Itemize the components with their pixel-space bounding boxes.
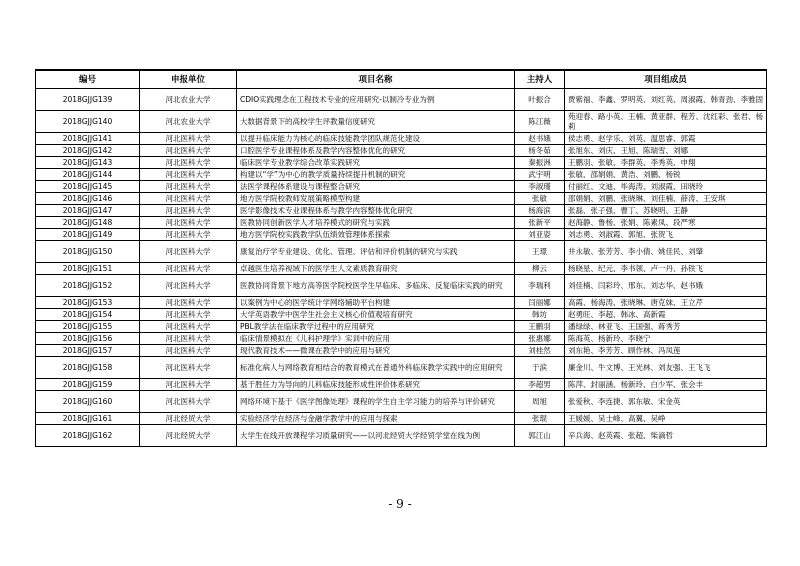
cell-project-name: 大学生在线开放课程学习质量研究——以河北经贸大学经贸学堂在线为例 — [237, 425, 515, 447]
cell-unit: 河北医科大学 — [140, 297, 237, 309]
cell-code: 2018GJJG145 — [36, 181, 140, 193]
cell-host: 秦振洲 — [515, 157, 565, 169]
page-number: - 9 - — [388, 497, 412, 511]
cell-members: 张爱秋、李连捷、郭东敏、宋金英 — [565, 391, 767, 413]
cell-unit: 河北医科大学 — [140, 205, 237, 217]
cell-unit: 河北医科大学 — [140, 345, 237, 357]
table-row — [36, 205, 767, 217]
cell-host: 王璟 — [515, 241, 565, 263]
cell-code: 2018GJJG144 — [36, 169, 140, 181]
cell-project-name: 构建以“学”为中心的教学质量持续提升机制的研究 — [237, 169, 515, 181]
cell-host: 柳云 — [515, 263, 565, 275]
cell-members: 刘佳楠、闫彩玲、邢东、刘志华、赵书娥 — [565, 275, 767, 297]
cell-code: 2018GJJG157 — [36, 345, 140, 357]
table-row — [36, 133, 767, 145]
cell-project-name: 临床医学专业教学综合改革实践研究 — [237, 157, 515, 169]
cell-code: 2018GJJG143 — [36, 157, 140, 169]
cell-code: 2018GJJG153 — [36, 297, 140, 309]
cell-code: 2018GJJG139 — [36, 89, 140, 111]
cell-unit: 河北农业大学 — [140, 111, 237, 133]
table-row — [36, 345, 767, 357]
cell-project-name: 以案例为中心的医学统计学网络辅助平台构建 — [237, 297, 515, 309]
header-unit: 申报单位 — [140, 70, 237, 89]
cell-code: 2018GJJG146 — [36, 193, 140, 205]
cell-members: 刘东艳、李芳芳、顾作林、冯凤莲 — [565, 345, 767, 357]
cell-host: 赵书娥 — [515, 133, 565, 145]
cell-code: 2018GJJG154 — [36, 309, 140, 321]
cell-host: 张敏 — [515, 193, 565, 205]
cell-code: 2018GJJG161 — [36, 413, 140, 425]
table-row — [36, 309, 767, 321]
cell-members: 辛兵海、赵英霞、张超、柴滴哲 — [565, 425, 767, 447]
header-code: 编号 — [36, 70, 140, 89]
table-row — [36, 275, 767, 297]
cell-project-name: 大学英语教学中医学生社会主义核心价值观培育研究 — [237, 309, 515, 321]
cell-host: 韩坊 — [515, 309, 565, 321]
table-row — [36, 181, 767, 193]
cell-members: 廉金川、牛文博、王光林、刘友强、王飞飞 — [565, 357, 767, 379]
cell-project-name: 大数据背景下的高校学生评教量信度研究 — [237, 111, 515, 133]
cell-host: 王鹏羽 — [515, 321, 565, 333]
cell-host: 武宇明 — [515, 169, 565, 181]
cell-code: 2018GJJG162 — [36, 425, 140, 447]
cell-project-name: 实验经济学在经济与金融学教学中的应用与探索 — [237, 413, 515, 425]
table-row — [36, 217, 767, 229]
cell-members: 张敏、邵娟娟、黄浩、刘鹏、杨锐 — [565, 169, 767, 181]
cell-project-name: 现代教育技术——微课在教学中的应用与研究 — [237, 345, 515, 357]
cell-host: 张琨 — [515, 413, 565, 425]
table-row — [36, 263, 767, 275]
cell-host: 周旭 — [515, 391, 565, 413]
table-row — [36, 297, 767, 309]
cell-members: 苑迎春、路小英、王楠、黄亚群、程芳、沈红彩、张君、杨莉 — [565, 111, 767, 133]
cell-members: 邵娟娟、刘鹏、张晓琳、刘佳楠、薛涛、王安琪 — [565, 193, 767, 205]
cell-code: 2018GJJG150 — [36, 241, 140, 263]
cell-unit: 河北医科大学 — [140, 169, 237, 181]
cell-host: 叶振合 — [515, 89, 565, 111]
table-row — [36, 425, 767, 447]
project-table — [35, 69, 767, 447]
cell-host: 张惠娜 — [515, 333, 565, 345]
table-row — [36, 357, 767, 379]
cell-code: 2018GJJG152 — [36, 275, 140, 297]
table-row — [36, 379, 767, 391]
cell-project-name: 医教协同背景下地方高等医学院校医学生早临床、多临床、反复临床实践的研究 — [237, 275, 515, 297]
table-row — [36, 241, 767, 263]
cell-unit: 河北医科大学 — [140, 157, 237, 169]
cell-members: 井永敏、张芳芳、李小倩、姚佳民、刘肇 — [565, 241, 767, 263]
table-row — [36, 111, 767, 133]
cell-project-name: 康复治疗学专业建设、优化、管理、评估和评价机制的研究与实践 — [237, 241, 515, 263]
cell-code: 2018GJJG151 — [36, 263, 140, 275]
cell-unit: 河北医科大学 — [140, 379, 237, 391]
cell-members: 侯志勇、赵学乐、刘英、温思睿、郭霞 — [565, 133, 767, 145]
cell-project-name: 法医学课程体系建设与课程整合研究 — [237, 181, 515, 193]
cell-project-name: 卓越医生培养视域下的医学生人文素质教育研究 — [237, 263, 515, 275]
cell-members: 陈萍、封丽涵、杨新玲、白少军、张会丰 — [565, 379, 767, 391]
cell-code: 2018GJJG160 — [36, 391, 140, 413]
cell-code: 2018GJJG155 — [36, 321, 140, 333]
table-row — [36, 157, 767, 169]
cell-code: 2018GJJG156 — [36, 333, 140, 345]
cell-members: 陈海英、杨新玲、李晓宁 — [565, 333, 767, 345]
cell-project-name: 医教协同创新医学人才培养模式的研究与实践 — [237, 217, 515, 229]
table-row — [36, 321, 767, 333]
cell-project-name: 以提升临床能力为核心的临床技能教学团队规范化建设 — [237, 133, 515, 145]
table-row — [36, 145, 767, 157]
cell-members: 刘志勇、刘淑霞、郭旭、张贺飞 — [565, 229, 767, 241]
cell-unit: 河北农业大学 — [140, 89, 237, 111]
cell-project-name: CDIO实践理念在工程技术专业的应用研究-以制冷专业为例 — [237, 89, 515, 111]
cell-host: 李瑞利 — [515, 275, 565, 297]
cell-project-name: 地方医学院校教师发展策略模型构建 — [237, 193, 515, 205]
cell-unit: 河北医科大学 — [140, 391, 237, 413]
cell-host: 刘亚姿 — [515, 229, 565, 241]
cell-unit: 河北医科大学 — [140, 333, 237, 345]
cell-project-name: PBL教学法在临床教学过程中的应用研究 — [237, 321, 515, 333]
cell-code: 2018GJJG142 — [36, 145, 140, 157]
cell-members: 赵勇旺、李超、韩冰、高新霞 — [565, 309, 767, 321]
cell-unit: 河北医科大学 — [140, 275, 237, 297]
cell-code: 2018GJJG140 — [36, 111, 140, 133]
cell-unit: 河北医科大学 — [140, 217, 237, 229]
cell-unit: 河北医科大学 — [140, 133, 237, 145]
cell-unit: 河北医科大学 — [140, 321, 237, 333]
cell-members: 王媛媛、吴士峰、高翼、吴峥 — [565, 413, 767, 425]
table-row — [36, 333, 767, 345]
cell-unit: 河北医科大学 — [140, 193, 237, 205]
cell-project-name: 标准化病人与网络教育相结合的教育模式在普通外科临床教学实践中的应用研究 — [237, 357, 515, 379]
cell-host: 杨冬茹 — [515, 145, 565, 157]
table-row — [36, 391, 767, 413]
table-row — [36, 413, 767, 425]
table-row — [36, 169, 767, 181]
header-host: 主持人 — [515, 70, 565, 89]
cell-unit: 河北医科大学 — [140, 229, 237, 241]
table-header-row — [36, 70, 767, 89]
cell-members: 潘绿绿、林亚飞、王国强、蒋秀芳 — [565, 321, 767, 333]
table-row — [36, 89, 767, 111]
cell-project-name: 网络环境下基于《医学图像处理》课程的学生自主学习能力的培养与评价研究 — [237, 391, 515, 413]
cell-project-name: 口腔医学专业课程体系及教学内容整体优化的研究 — [237, 145, 515, 157]
cell-host: 张新平 — [515, 217, 565, 229]
cell-unit: 河北医科大学 — [140, 241, 237, 263]
cell-unit: 河北医科大学 — [140, 357, 237, 379]
cell-members: 张磊、张子强、曹丁、苏晓明、王静 — [565, 205, 767, 217]
cell-project-name: 基于胜任力为导向的儿科临床技能形成性评价体系研究 — [237, 379, 515, 391]
cell-project-name: 医学影像技术专业课程体系与教学内容整体优化研究 — [237, 205, 515, 217]
cell-unit: 河北医科大学 — [140, 263, 237, 275]
header-name: 项目名称 — [237, 70, 515, 89]
cell-unit: 河北医科大学 — [140, 181, 237, 193]
cell-members: 张旭东、刘庆、王旭、陈瑞雪、刘娜 — [565, 145, 767, 157]
cell-host: 陈江薇 — [515, 111, 565, 133]
cell-members: 付丽红、文迪、毕海涛、刘淑霞、田晓玲 — [565, 181, 767, 193]
cell-project-name: 地方医学院校实践教学队伍绩效管理体系探索 — [237, 229, 515, 241]
cell-host: 李淑瑾 — [515, 181, 565, 193]
cell-code: 2018GJJG147 — [36, 205, 140, 217]
cell-code: 2018GJJG159 — [36, 379, 140, 391]
cell-unit: 河北医科大学 — [140, 309, 237, 321]
cell-members: 赵海静、鲁杨、张娟、陈素凤、段严寒 — [565, 217, 767, 229]
cell-host: 李超男 — [515, 379, 565, 391]
table-body — [36, 89, 767, 447]
cell-members: 杨晓星、纪元、李书领、卢一丹、孙铁飞 — [565, 263, 767, 275]
cell-members: 王鹏羽、张敏、李群英、李秀英、申翔 — [565, 157, 767, 169]
cell-code: 2018GJJG148 — [36, 217, 140, 229]
table-row — [36, 193, 767, 205]
cell-host: 闫丽娜 — [515, 297, 565, 309]
header-members: 项目组成员 — [565, 70, 767, 89]
cell-host: 杨海滨 — [515, 205, 565, 217]
cell-code: 2018GJJG141 — [36, 133, 140, 145]
cell-host: 于滨 — [515, 357, 565, 379]
cell-host: 郭江山 — [515, 425, 565, 447]
cell-unit: 河北经贸大学 — [140, 425, 237, 447]
cell-unit: 河北医科大学 — [140, 145, 237, 157]
cell-members: 贾紫福、李鑫、罗明英、刘红英、周淑霞、韩青劲、李雅固 — [565, 89, 767, 111]
cell-unit: 河北经贸大学 — [140, 413, 237, 425]
cell-host: 刘桂然 — [515, 345, 565, 357]
table-row — [36, 229, 767, 241]
cell-code: 2018GJJG149 — [36, 229, 140, 241]
cell-project-name: 临床情景模拟在《儿科护理学》实训中的应用 — [237, 333, 515, 345]
cell-code: 2018GJJG158 — [36, 357, 140, 379]
cell-members: 高霞、杨海涛、张晓琳、唐克妹、王立芹 — [565, 297, 767, 309]
